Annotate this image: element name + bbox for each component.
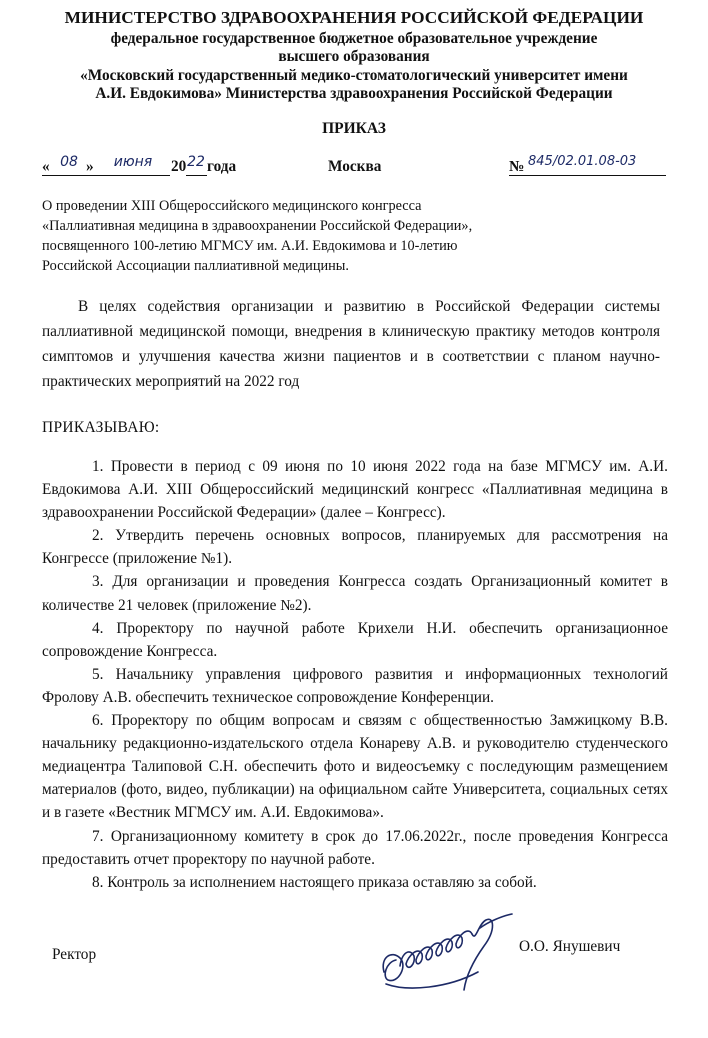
date-year-handwritten: 22	[187, 154, 205, 170]
order-item: 1. Провести в период с 09 июня по 10 июня 2022 года на базе МГМСУ им. А.И. Евдокимова А.И. XIII Общероссийский медицинский конгресс «Паллиативная медицина в здравоохранении Российской Федерации» (далее – Конгресс).	[42, 458, 668, 522]
date-day-handwritten: 08	[60, 154, 78, 170]
order-items	[42, 455, 668, 894]
date-month-handwritten: июня	[113, 154, 153, 170]
signatory-name: О.О. Янушевич	[519, 938, 621, 955]
order-subject	[42, 196, 472, 276]
order-item: 8. Контроль за исполнением настоящего приказа оставляю за собой.	[92, 873, 537, 891]
number-underline	[509, 175, 666, 176]
order-number-sign: №	[509, 158, 525, 175]
date-year-word: года	[207, 158, 237, 175]
date-underline	[42, 175, 170, 176]
university-name-line-2: А.И. Евдокимова» Министерства здравоохранения Российской Федерации	[95, 85, 613, 102]
handwritten-signature	[378, 902, 528, 1018]
order-item: 3. Для организации и проведения Конгресса создать Организационный комитет в количестве 21 человек (приложение №2).	[42, 573, 668, 614]
order-dateline	[0, 154, 708, 182]
date-quote-close: »	[86, 158, 94, 175]
year-underline	[186, 175, 207, 176]
education-level-line: высшего образования	[278, 48, 430, 65]
subject-line: посвященного 100-летию МГМСУ им. А.И. Евдокимова и 10-летию	[42, 238, 458, 254]
order-item: 7. Организационному комитету в срок до 17.06.2022г., после проведения Конгресса предоставить отчет проректору по научной работе.	[42, 827, 668, 868]
ministry-title: МИНИСТЕРСТВО ЗДРАВООХРАНЕНИЯ РОССИЙСКОЙ ФЕДЕРАЦИИ	[64, 8, 644, 27]
signatory-title: Ректор	[52, 946, 97, 963]
preamble-paragraph: В целях содействия организации и развитию в Российской Федерации системы паллиативной медицинской помощи, внедрения в клиническую практику методов контроля симптомов и улучшения качества жизни пациентов и в соответствии с планом научно-практических мероприятий на 2022 год	[42, 298, 660, 390]
order-item: 6. Проректору по общим вопросам и связям с общественностью Замжицкому В.В. начальнику редакционно-издательского отдела Конареву А.В. и руководителю студенческого медиацентра Талиповой С.Н. обеспечить фото и видеосъемку с последующим размещением материалов (фото, видео, публикации) на официальном сайте Университета, социальных сетях и в газете «Вестник МГМСУ им. А.И. Евдокимова».	[42, 712, 668, 822]
date-year-prefix: 20	[171, 158, 187, 175]
subject-line: «Паллиативная медицина в здравоохранении Российской Федерации»,	[42, 218, 473, 234]
subject-line: Российской Ассоциации паллиативной медицины.	[42, 258, 349, 274]
order-city: Москва	[328, 158, 382, 175]
institution-type-line: федеральное государственное бюджетное образовательное учреждение	[110, 30, 598, 47]
date-quote-open: «	[42, 158, 50, 175]
order-title: ПРИКАЗ	[322, 120, 386, 137]
decree-heading: ПРИКАЗЫВАЮ:	[42, 419, 160, 436]
subject-line: О проведении XIII Общероссийского медицинского конгресса	[42, 198, 422, 214]
order-item: 4. Проректору по научной работе Крихели Н.И. обеспечить организационное сопровождение Конгресса.	[42, 619, 668, 660]
order-item: 2. Утвердить перечень основных вопросов, планируемых для рассмотрения на Конгрессе (приложение №1).	[42, 527, 668, 568]
order-number-handwritten: 845/02.01.08-03	[528, 154, 637, 169]
order-item: 5. Начальнику управления цифрового развития и информационных технологий Фролову А.В. обеспечить техническое сопровождение Конференции.	[42, 665, 668, 706]
university-name-line-1: «Московский государственный медико-стоматологический университет имени	[80, 67, 628, 84]
